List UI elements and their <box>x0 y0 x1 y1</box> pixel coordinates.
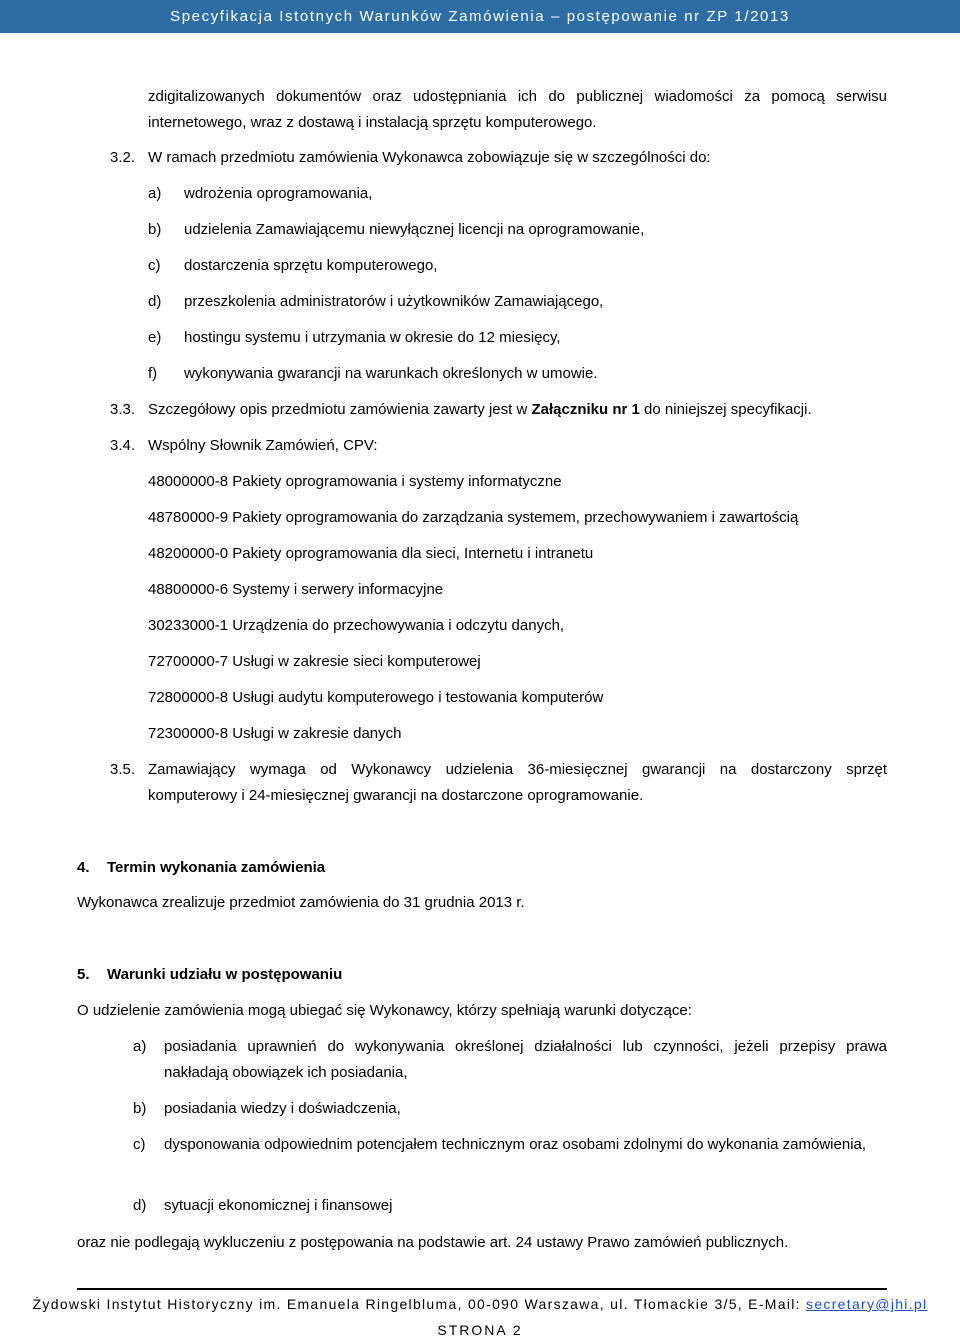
section-3-3-post: do niniejszej specyfikacji. <box>639 401 812 418</box>
cpv-code: 72800000-8 Usługi audytu komputerowego i testowania komputerów <box>148 689 604 706</box>
section-4-title: Termin wykonania zamówienia <box>107 859 326 876</box>
cpv-code: 48200000-0 Pakiety oprogramowania dla sieci, Internetu i intranetu <box>148 545 594 562</box>
section-5-title: Warunki udziału w postępowaniu <box>107 966 343 983</box>
page-number: STRONA 2 <box>437 1322 523 1338</box>
footer-address-text: Żydowski Instytut Historyczny im. Emanuela Ringelbluma, 00-090 Warszawa, ul. Tłomackie 3/5, E-Mail: <box>32 1296 807 1312</box>
list-item-letter: e) <box>148 329 162 346</box>
cpv-code: 72300000-8 Usługi w zakresie danych <box>148 725 402 742</box>
list-item-text: hostingu systemu i utrzymania w okresie do 12 miesięcy, <box>184 329 561 346</box>
cpv-code: 48780000-9 Pakiety oprogramowania do zarządzania systemem, przechowywaniem i zawartością <box>148 509 799 526</box>
footer-email-link[interactable]: secretary@jhi.pl <box>806 1296 928 1312</box>
section-3-3-number: 3.3. <box>110 401 136 418</box>
list-item-text: wdrożenia oprogramowania, <box>184 185 373 202</box>
section-3-4-number: 3.4. <box>110 437 136 454</box>
list-item-letter: d) <box>133 1197 147 1214</box>
cpv-code: 72700000-7 Usługi w zakresie sieci komputerowej <box>148 653 481 670</box>
section-5-number: 5. <box>77 966 90 983</box>
section-3-3-pre: Szczegółowy opis przedmiotu zamówienia zawarty jest w <box>148 401 532 418</box>
section-3-3-text <box>148 397 887 423</box>
footer-divider <box>77 1288 887 1290</box>
section-3-5-text: Zamawiający wymaga od Wykonawcy udzielenia 36-miesięcznej gwarancji na dostarczony sprzęt komputerowy i 24-miesięcznej gwarancji na dostarczone oprogramowanie. <box>148 761 887 804</box>
list-item-text: sytuacji ekonomicznej i finansowej <box>164 1197 393 1214</box>
section-5-intro: O udzielenie zamówienia mogą ubiegać się Wykonawcy, którzy spełniają warunki dotyczące: <box>77 1002 692 1019</box>
list-item-text: dysponowania odpowiednim potencjałem technicznym oraz osobami zdolnymi do wykonania zamówienia, <box>164 1136 867 1153</box>
section-5-closing: oraz nie podlegają wykluczeniu z postępowania na podstawie art. 24 ustawy Prawo zamówień publicznych. <box>77 1234 789 1251</box>
header-title: Specyfikacja Istotnych Warunków Zamówienia – postępowanie nr ZP 1/2013 <box>170 8 790 25</box>
list-item-letter: c) <box>148 257 161 274</box>
list-item-letter: c) <box>133 1136 146 1153</box>
list-item-letter: a) <box>133 1038 147 1055</box>
section-3-2-number: 3.2. <box>110 149 136 166</box>
list-item-letter: b) <box>133 1100 147 1117</box>
list-item-letter: d) <box>148 293 162 310</box>
cpv-code: 48000000-8 Pakiety oprogramowania i systemy informatyczne <box>148 473 562 490</box>
section-4-text: Wykonawca zrealizuje przedmiot zamówienia do 31 grudnia 2013 r. <box>77 894 525 911</box>
list-item-text: dostarczenia sprzętu komputerowego, <box>184 257 438 274</box>
list-item-text: przeszkolenia administratorów i użytkowników Zamawiającego, <box>184 293 604 310</box>
list-item-letter: b) <box>148 221 162 238</box>
list-item-text: udzielenia Zamawiającemu niewyłącznej licencji na oprogramowanie, <box>184 221 645 238</box>
document-header <box>0 0 960 33</box>
section-4-number: 4. <box>77 859 90 876</box>
list-item-text: posiadania wiedzy i doświadczenia, <box>164 1100 401 1117</box>
footer-address <box>0 1296 960 1312</box>
cpv-code: 30233000-1 Urządzenia do przechowywania i odczytu danych, <box>148 617 565 634</box>
list-item-text: wykonywania gwarancji na warunkach określonych w umowie. <box>184 365 598 382</box>
section-3-4-text: Wspólny Słownik Zamówień, CPV: <box>148 437 378 454</box>
cpv-code: 48800000-6 Systemy i serwery informacyjne <box>148 581 444 598</box>
attachment-reference: Załączniku nr 1 <box>531 401 640 418</box>
list-item-text: posiadania uprawnień do wykonywania określonej działalności lub czynności, jeżeli przepisy prawa nakładają obowiązek ich posiadania, <box>164 1038 887 1081</box>
continuation-paragraph: zdigitalizowanych dokumentów oraz udostępniania ich do publicznej wiadomości za pomocą serwisu internetowego, wraz z dostawą i instalacją sprzętu komputerowego. <box>148 88 887 131</box>
list-item-letter: f) <box>148 365 158 382</box>
section-3-2-text: W ramach przedmiotu zamówienia Wykonawca zobowiązuje się w szczególności do: <box>148 149 711 166</box>
list-item-letter: a) <box>148 185 162 202</box>
section-3-5-number: 3.5. <box>110 761 136 778</box>
